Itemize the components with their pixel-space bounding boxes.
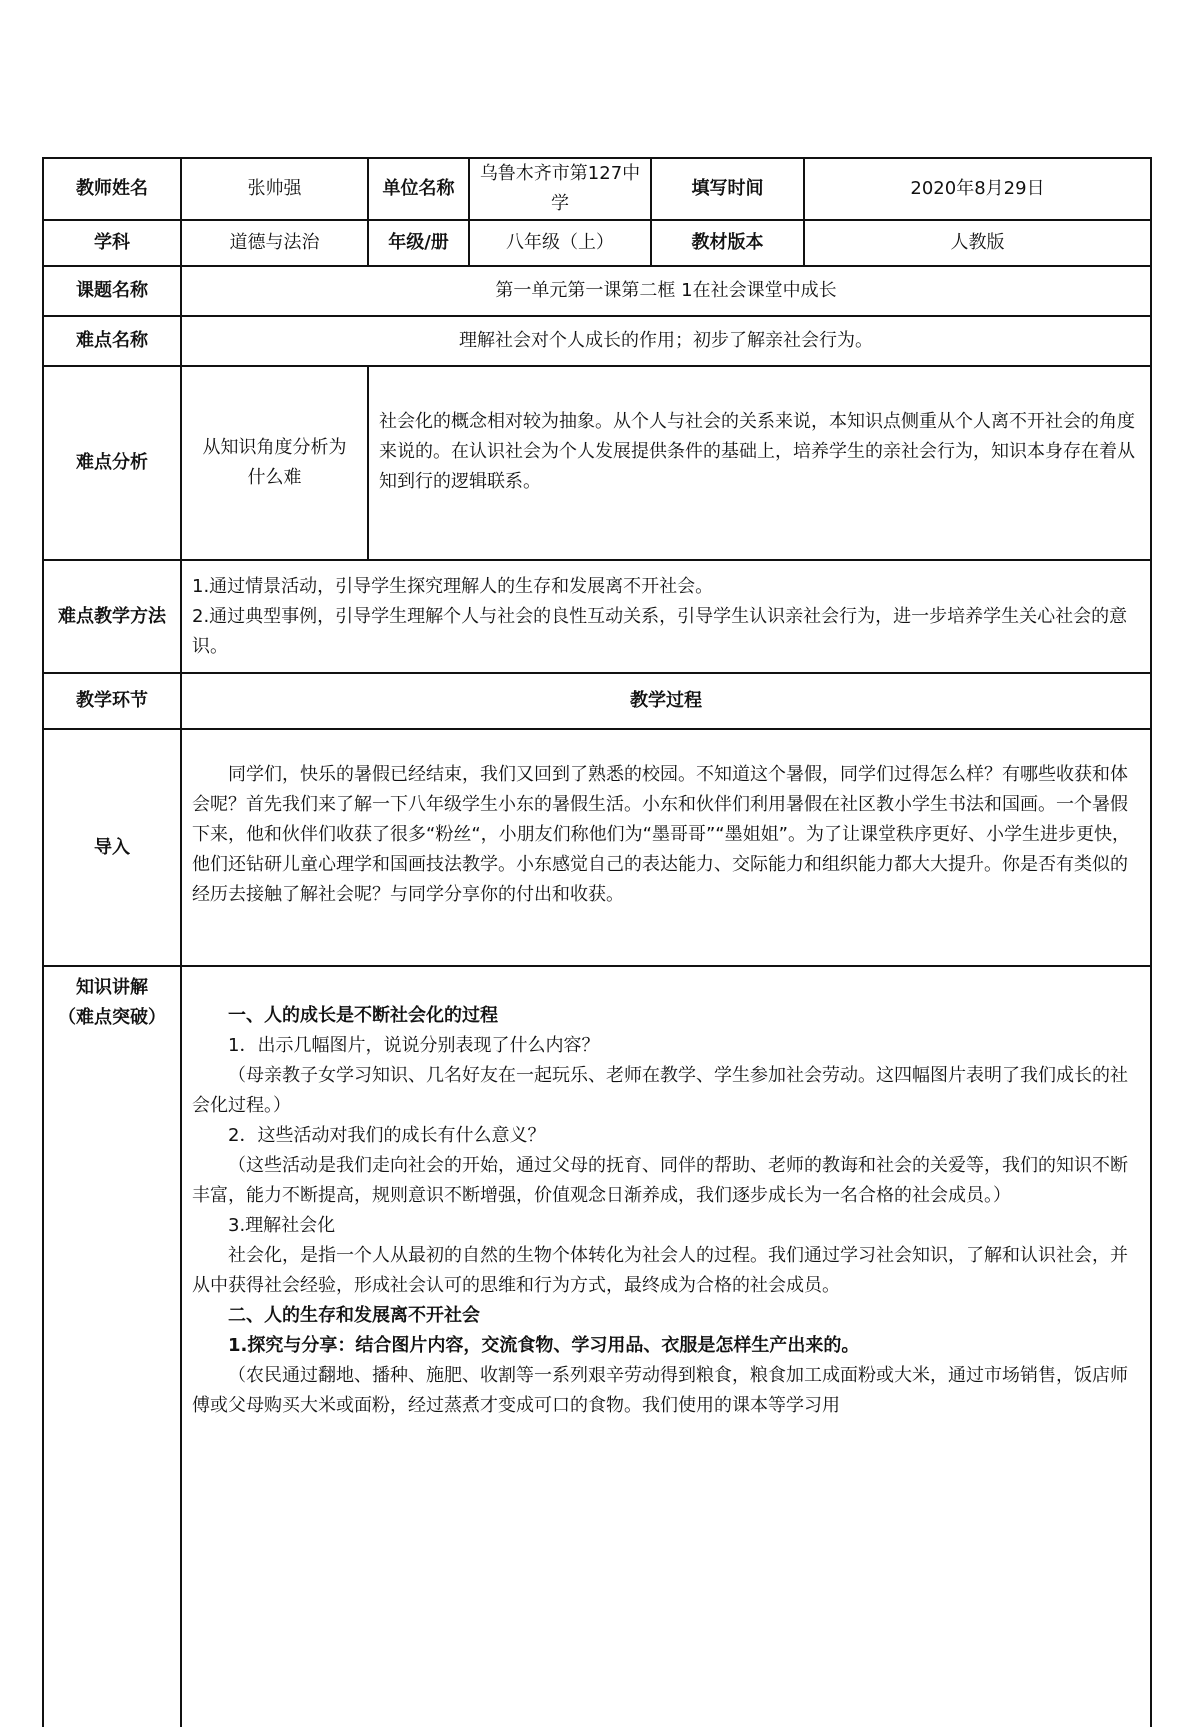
unit-name-label: 单位名称 [368,158,469,220]
answer-2: （这些活动是我们走向社会的开始，通过父母的抚育、同伴的帮助、老师的教诲和社会的关爱等，我们的知识不断丰富，能力不断提高，规则意识不断增强，价值观念日渐养成，我们逐步成长为一名合格的社会成员。） [192,1155,1128,1206]
intro-text: 同学们，快乐的暑假已经结束，我们又回到了熟悉的校园。不知道这个暑假，同学们过得怎么样？有哪些收获和体会呢？首先我们来了解一下八年级学生小东的暑假生活。小东和伙伴们利用暑假在社区教小学生书法和国画。一个暑假下来，他和伙伴们收获了很多“粉丝“，小朋友们称他们为“墨哥哥”“墨姐姐”。为了让课堂秩序更好、小学生进步更快，他们还钻研儿童心理学和国画技法教学。小东感觉自己的表达能力、交际能力和组织能力都大大提升。你是否有类似的经历去接触了解社会呢？与同学分享你的付出和收获。 [192,764,1130,905]
subject-value: 道德与法治 [181,220,368,266]
teacher-name-value: 张帅强 [181,158,368,220]
answer-1: （母亲教子女学习知识、几名好友在一起玩乐、老师在教学、学生参加社会劳动。这四幅图片表明了我们成长的社会化过程。） [192,1065,1128,1116]
fill-date-label: 填写时间 [651,158,804,220]
method-text [181,560,1151,673]
topic-value: 第一单元第一课第二框 1在社会课堂中成长 [181,266,1151,316]
analysis-text: 社会化的概念相对较为抽象。从个人与社会的关系来说，本知识点侧重从个人离不开社会的角度来说的。在认识社会为个人发展提供条件的基础上，培养学生的亲社会行为，知识本身存在着从知到行的逻辑联系。 [368,366,1151,560]
analysis-label: 难点分析 [43,366,181,560]
lesson-plan-table [42,157,1152,1727]
info-row-1 [43,158,1151,220]
difficulty-label: 难点名称 [43,316,181,366]
subject-label: 学科 [43,220,181,266]
info-row-2 [43,220,1151,266]
section-heading-2: 二、人的生存和发展离不开社会 [228,1305,480,1326]
section-heading-1: 一、人的成长是不断社会化的过程 [228,1005,498,1026]
grade-value: 八年级（上） [469,220,651,266]
edition-label: 教材版本 [651,220,804,266]
knowledge-label [43,966,181,1727]
knowledge-label-line-1: 知识讲解 [76,977,148,998]
process-stage-label: 教学环节 [43,673,181,729]
edition-value: 人教版 [804,220,1151,266]
method-line-1: 1.通过情景活动，引导学生探究理解人的生存和发展离不开社会。 [192,575,714,597]
answer-4: （农民通过翻地、播种、施肥、收割等一系列艰辛劳动得到粮食，粮食加工成面粉或大米，通过市场销售，饭店师傅或父母购买大米或面粉，经过蒸煮才变成可口的食物。我们使用的课本等学习用 [192,1365,1128,1416]
teacher-name-label: 教师姓名 [43,158,181,220]
analysis-row [43,366,1151,560]
intro-content [181,729,1151,966]
method-line-2: 2.通过典型事例，引导学生理解个人与社会的良性互动关系，引导学生认识亲社会行为，进一步培养学生关心社会的意识。 [192,605,1128,657]
knowledge-row [43,966,1151,1727]
process-header-row [43,673,1151,729]
difficulty-row [43,316,1151,366]
method-row [43,560,1151,673]
grade-label: 年级/册 [368,220,469,266]
process-title: 教学过程 [181,673,1151,729]
intro-row [43,729,1151,966]
lesson-plan-form [42,157,1150,1727]
topic-row [43,266,1151,316]
topic-label: 课题名称 [43,266,181,316]
difficulty-value: 理解社会对个人成长的作用；初步了解亲社会行为。 [181,316,1151,366]
question-2: 2．这些活动对我们的成长有什么意义？ [228,1125,546,1146]
fill-date-value: 2020年8月29日 [804,158,1151,220]
analysis-sub-label: 从知识角度分析为什么难 [181,366,368,560]
knowledge-label-line-2: （难点突破） [58,1007,166,1028]
unit-name-value: 乌鲁木齐市第127中学 [469,158,651,220]
question-4: 1.探究与分享：结合图片内容，交流食物、学习用品、衣服是怎样生产出来的。 [228,1335,860,1356]
method-label: 难点教学方法 [43,560,181,673]
intro-label: 导入 [43,729,181,966]
knowledge-content [181,966,1151,1727]
answer-3: 社会化，是指一个人从最初的自然的生物个体转化为社会人的过程。我们通过学习社会知识，了解和认识社会，并从中获得社会经验，形成社会认可的思维和行为方式，最终成为合格的社会成员。 [192,1245,1128,1296]
question-1: 1．出示几幅图片，说说分别表现了什么内容？ [228,1035,600,1056]
question-3: 3.理解社会化 [228,1215,336,1236]
